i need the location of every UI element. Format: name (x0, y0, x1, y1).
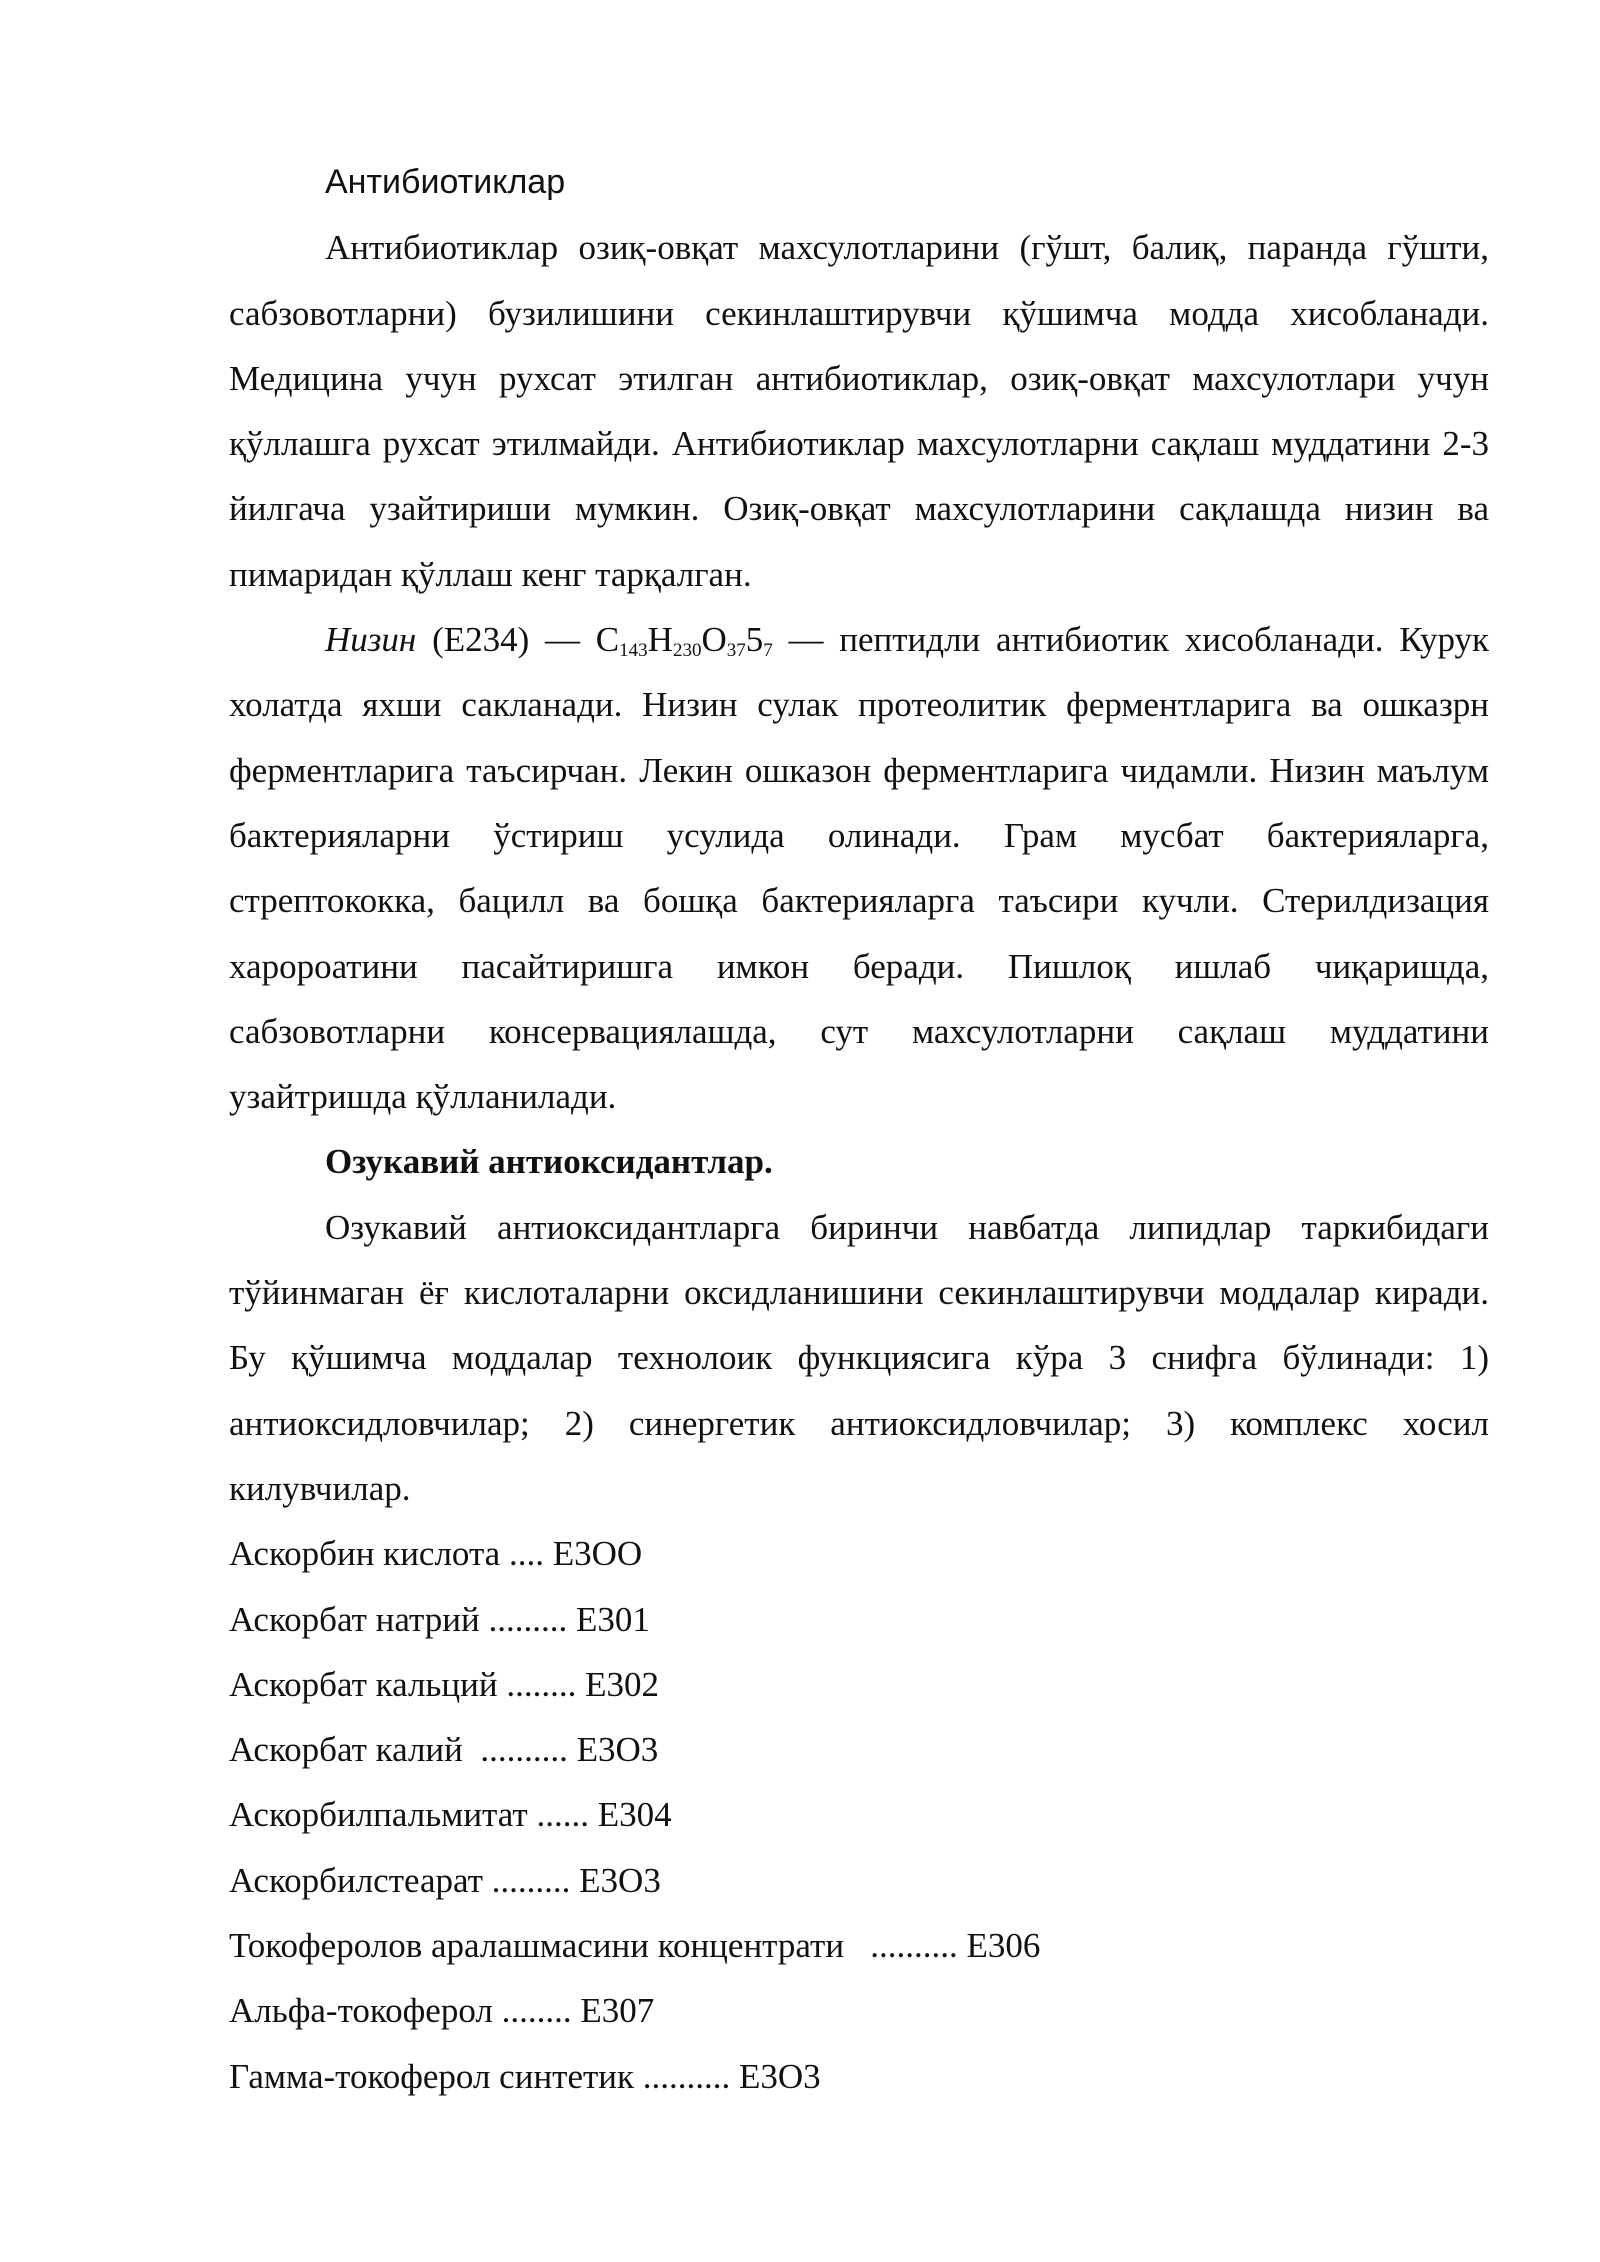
nisin-code: (Е234) — (416, 620, 596, 660)
paragraph-antibiotics-intro: Антибиотиклар озиқ-овқат махсулотларини (гўшт, балиқ, паранда гўшти, сабзовотларни) бузилишини секинлаштирувчи қўшимча модда хисобланади. Медицина учун рухсат этилган антибиотиклар, озиқ-овқат махсулотлари учун қўллашга рухсат этилмайди. Антибиотиклар махсулотларни сақлаш муддатини 2-3 йилгача узайтириши мумкин. Озиқ-овқат махсулотларини сақлашда низин ва пимаридан қўллаш кенг тарқалган. (229, 228, 1489, 594)
nisin-description: — пептидли антибиотик хисобланади. Курук холатда яхши сакланади. Низин сулак протеолитик ферментларига ва ошказрн ферментларига таъсирчан. Лекин ошказон ферментларига чидамли. Низин маълум бактерияларни ўстириш усулида олинади. Грам мусбат бактерияларга, стрептококка, бацилл ва бошқа бактерияларга таъсири кучли. Стерилдизация харороатини пасайтиришга имкон беради. Пишлоқ ишлаб чиқаришда, сабзовотларни консервациялашда, сут махсулотларни сақлаш муддатини узайтришда қўлланилади. (229, 620, 1489, 1117)
list-item: Аскорбилпальмитат ...... Е304 (229, 1795, 672, 1835)
list-item: Аскорбат калий .......... Е3О3 (229, 1730, 659, 1770)
paragraph-antioxidants-intro: Озукавий антиоксидантларга биринчи навбатда липидлар таркибидаги тўйинмаган ёғ кислоталарни оксидланишини секинлаштирувчи моддалар киради. Бу қўшимча моддалар технолоик функциясига кўра 3 снифга бўлинади: 1) антиоксидловчилар; 2) синергетик антиоксидловчилар; 3) комплекс хосил килувчилар. (229, 1207, 1489, 1508)
paragraph-nisin (229, 607, 1489, 1129)
list-item: Аскорбилстеарат ......... Е3О3 (229, 1860, 661, 1900)
section-title-antioxidants: Озукавий антиоксидантлар. (325, 1142, 773, 1182)
list-item: Альфа-токоферол ........ Е307 (229, 1991, 655, 2031)
additive-list (229, 1521, 1489, 2109)
list-item: Гамма-токоферол синтетик .......... Е3О3 (229, 2056, 821, 2096)
list-item: Аскорбин кислота .... Е3ОО (229, 1534, 643, 1574)
list-item: Аскорбат кальций ........ Е302 (229, 1664, 659, 1704)
document-body (229, 150, 1489, 2109)
term-nisin: Низин (325, 620, 417, 660)
list-item: Аскорбат натрий ......... Е301 (229, 1599, 650, 1639)
section-title-antibiotics: Антибиотиклар (325, 163, 566, 201)
list-item: Токоферолов аралашмасини концентрати .......... Е306 (229, 1926, 1041, 1966)
chemical-formula: $C_{143}H_{230}O_{37}5_7$ (595, 620, 773, 662)
